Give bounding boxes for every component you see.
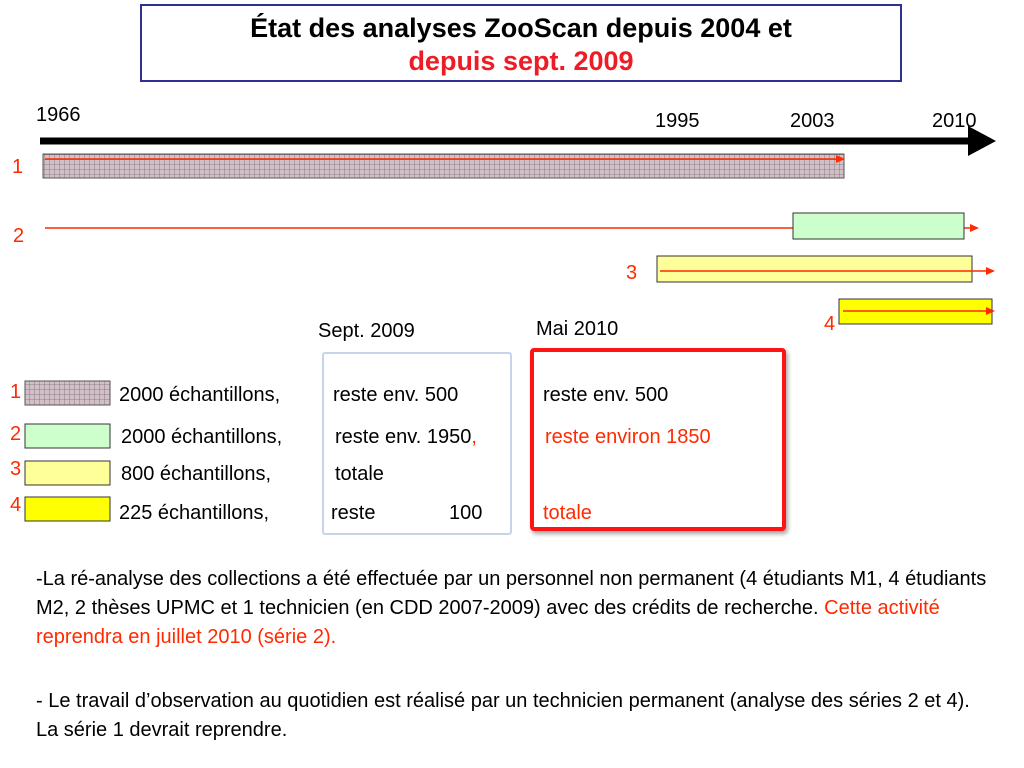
row2-samples: 2000 échantillons, <box>121 426 283 448</box>
legend-num-3: 3 <box>10 458 22 480</box>
legend-swatch-2 <box>25 424 110 448</box>
row2-sept <box>335 426 477 449</box>
column-header-sept-2009: Sept. 2009 <box>318 320 415 342</box>
series3-bar <box>657 256 972 282</box>
timeline-series-2: 2 <box>13 225 25 247</box>
legend-num-2: 2 <box>10 423 22 445</box>
timeline-series-1: 1 <box>12 156 24 178</box>
paragraph-1 <box>36 565 996 652</box>
year-2010: 2010 <box>932 110 977 132</box>
row4-sept: reste <box>331 502 376 524</box>
row4-samples: 225 échantillons, <box>119 502 270 524</box>
title-line1: État des analyses ZooScan depuis 2004 et <box>250 13 792 43</box>
row2-mai: reste environ 1850 <box>545 426 711 448</box>
paragraph-2: - Le travail d’observation au quotidien est réalisé par un technicien permanent (analyse des séries 2 et 4). La série 1 devrait reprendre. <box>36 690 970 741</box>
year-1966: 1966 <box>36 104 81 126</box>
row4-mai: totale <box>543 502 592 524</box>
series1-bar <box>43 154 844 178</box>
row1-samples: 2000 échantillons, <box>119 384 281 406</box>
paragraph-1-highlight: Cette activité reprendra en juillet 2010 (série 2). <box>36 597 940 648</box>
paragraph-1-text: -La ré-analyse des collections a été effectuée par un personnel non permanent (4 étudiants M1, 4 étudiants M2, 2 thèses UPMC et 1 technicien (en CDD 2007-2009) avec des crédits de recherche. <box>36 568 987 619</box>
series3-arrowhead <box>986 267 995 275</box>
row4-sept-value: 100 <box>449 502 483 524</box>
row2-sept-suffix: , <box>471 426 477 448</box>
legend-swatch-1 <box>25 381 110 405</box>
row2-sept-text: reste env. 1950 <box>335 426 472 448</box>
legend-swatch-3 <box>25 461 110 485</box>
legend-num-1: 1 <box>10 381 22 403</box>
year-1995: 1995 <box>655 110 700 132</box>
row3-samples: 800 échantillons, <box>121 463 272 485</box>
timeline-series-3: 3 <box>626 262 638 284</box>
row1-sept: reste env. 500 <box>333 384 459 406</box>
series2-arrowhead <box>970 224 979 232</box>
legend-swatch-4 <box>25 497 110 521</box>
timeline-series-4: 4 <box>824 313 836 335</box>
legend-num-4: 4 <box>10 494 22 516</box>
row3-sept: totale <box>335 463 384 485</box>
column-header-mai-2010: Mai 2010 <box>536 318 619 340</box>
row1-mai: reste env. 500 <box>543 384 669 406</box>
year-2003: 2003 <box>790 110 835 132</box>
title-line2: depuis sept. 2009 <box>408 46 634 76</box>
series2-bar <box>793 213 964 239</box>
